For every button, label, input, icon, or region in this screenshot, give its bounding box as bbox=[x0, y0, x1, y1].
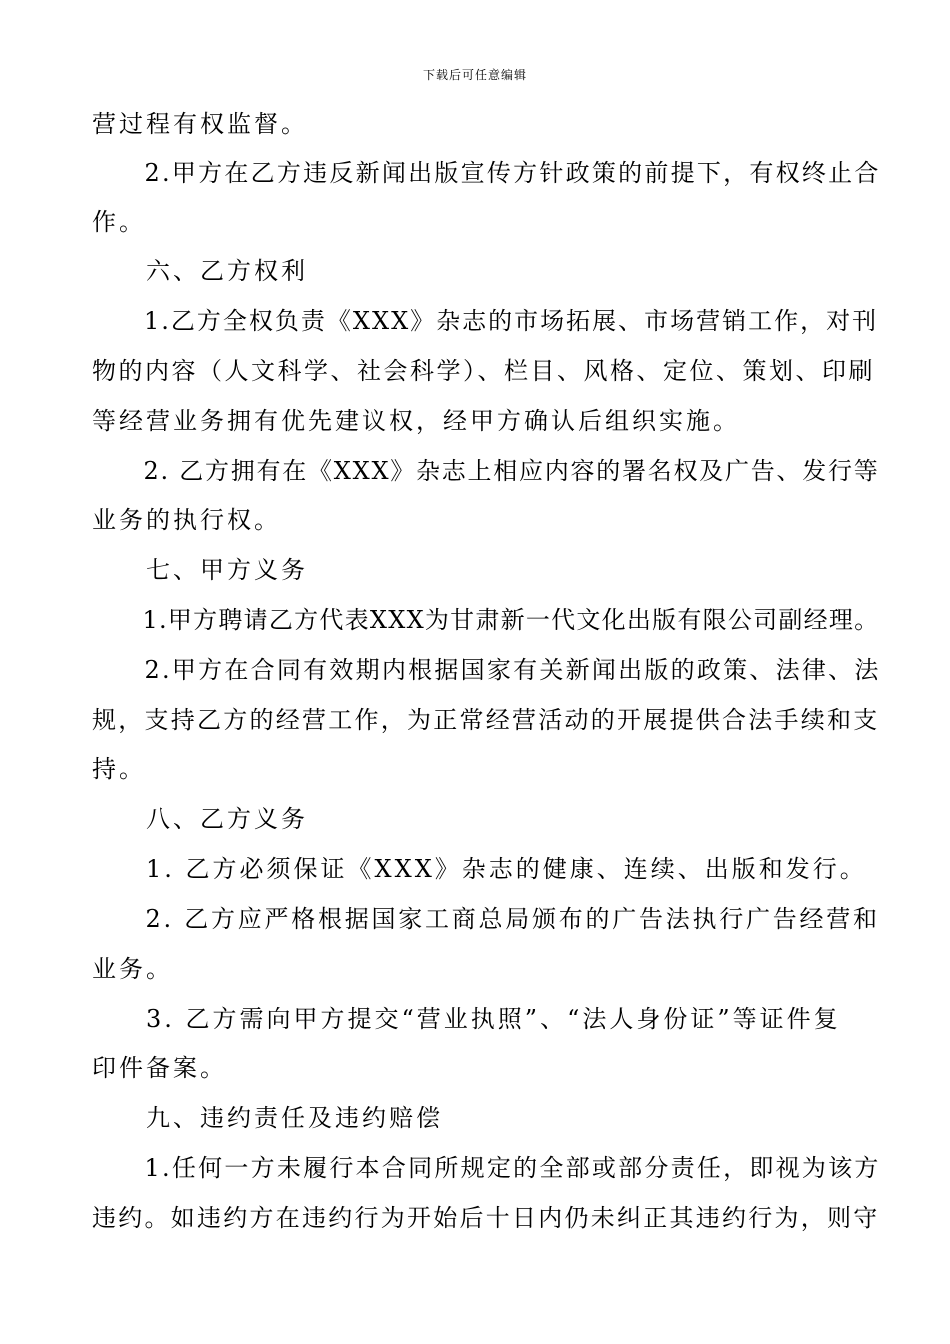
text-line: 印件备案。 bbox=[92, 1054, 227, 1082]
text-line: 1.乙方全权负责《XXX》杂志的市场拓展、市场营销工作，对刊 bbox=[92, 307, 879, 335]
text-line: 1.任何一方未履行本合同所规定的全部或部分责任，即视为该方 bbox=[92, 1154, 881, 1182]
text-line: 2. 乙方拥有在《XXX》杂志上相应内容的署名权及广告、发行等 bbox=[92, 457, 880, 485]
text-line: 2.甲方在合同有效期内根据国家有关新闻出版的政策、法律、法 bbox=[92, 656, 881, 684]
section-heading: 八、乙方义务 bbox=[92, 805, 308, 833]
page-header: 下载后可任意编辑 bbox=[422, 68, 527, 82]
text-line: 持。 bbox=[92, 755, 146, 783]
section-heading: 七、甲方义务 bbox=[92, 556, 308, 584]
text-line: 业务的执行权。 bbox=[92, 506, 281, 534]
text-line: 1.甲方聘请乙方代表XXX为甘肃新一代文化出版有限公司副经理。 bbox=[92, 606, 880, 634]
text-line: 2. 乙方应严格根据国家工商总局颁布的广告法执行广告经营和 bbox=[92, 905, 880, 933]
text-line: 作。 bbox=[92, 208, 146, 236]
section-heading: 六、乙方权利 bbox=[92, 257, 308, 285]
text-line: 2.甲方在乙方违反新闻出版宣传方针政策的前提下，有权终止合 bbox=[92, 159, 881, 187]
text-line: 物的内容（人文科学、社会科学）、栏目、风格、定位、策划、印刷 bbox=[92, 357, 875, 385]
text-line: 规，支持乙方的经营工作，为正常经营活动的开展提供合法手续和支 bbox=[92, 706, 880, 734]
text-line: 等经营业务拥有优先建议权，经甲方确认后组织实施。 bbox=[92, 407, 740, 435]
text-line: 1. 乙方必须保证《XXX》杂志的健康、连续、出版和发行。 bbox=[92, 855, 867, 883]
text-line: 违约。如违约方在违约行为开始后十日内仍未纠正其违约行为，则守 bbox=[92, 1204, 880, 1232]
text-line: 营过程有权监督。 bbox=[92, 110, 308, 138]
text-line: 业务。 bbox=[92, 955, 173, 983]
text-line: 3. 乙方需向甲方提交“营业执照”、“法人身份证”等证件复 bbox=[92, 1005, 841, 1033]
section-heading: 九、违约责任及违约赔偿 bbox=[92, 1104, 443, 1132]
